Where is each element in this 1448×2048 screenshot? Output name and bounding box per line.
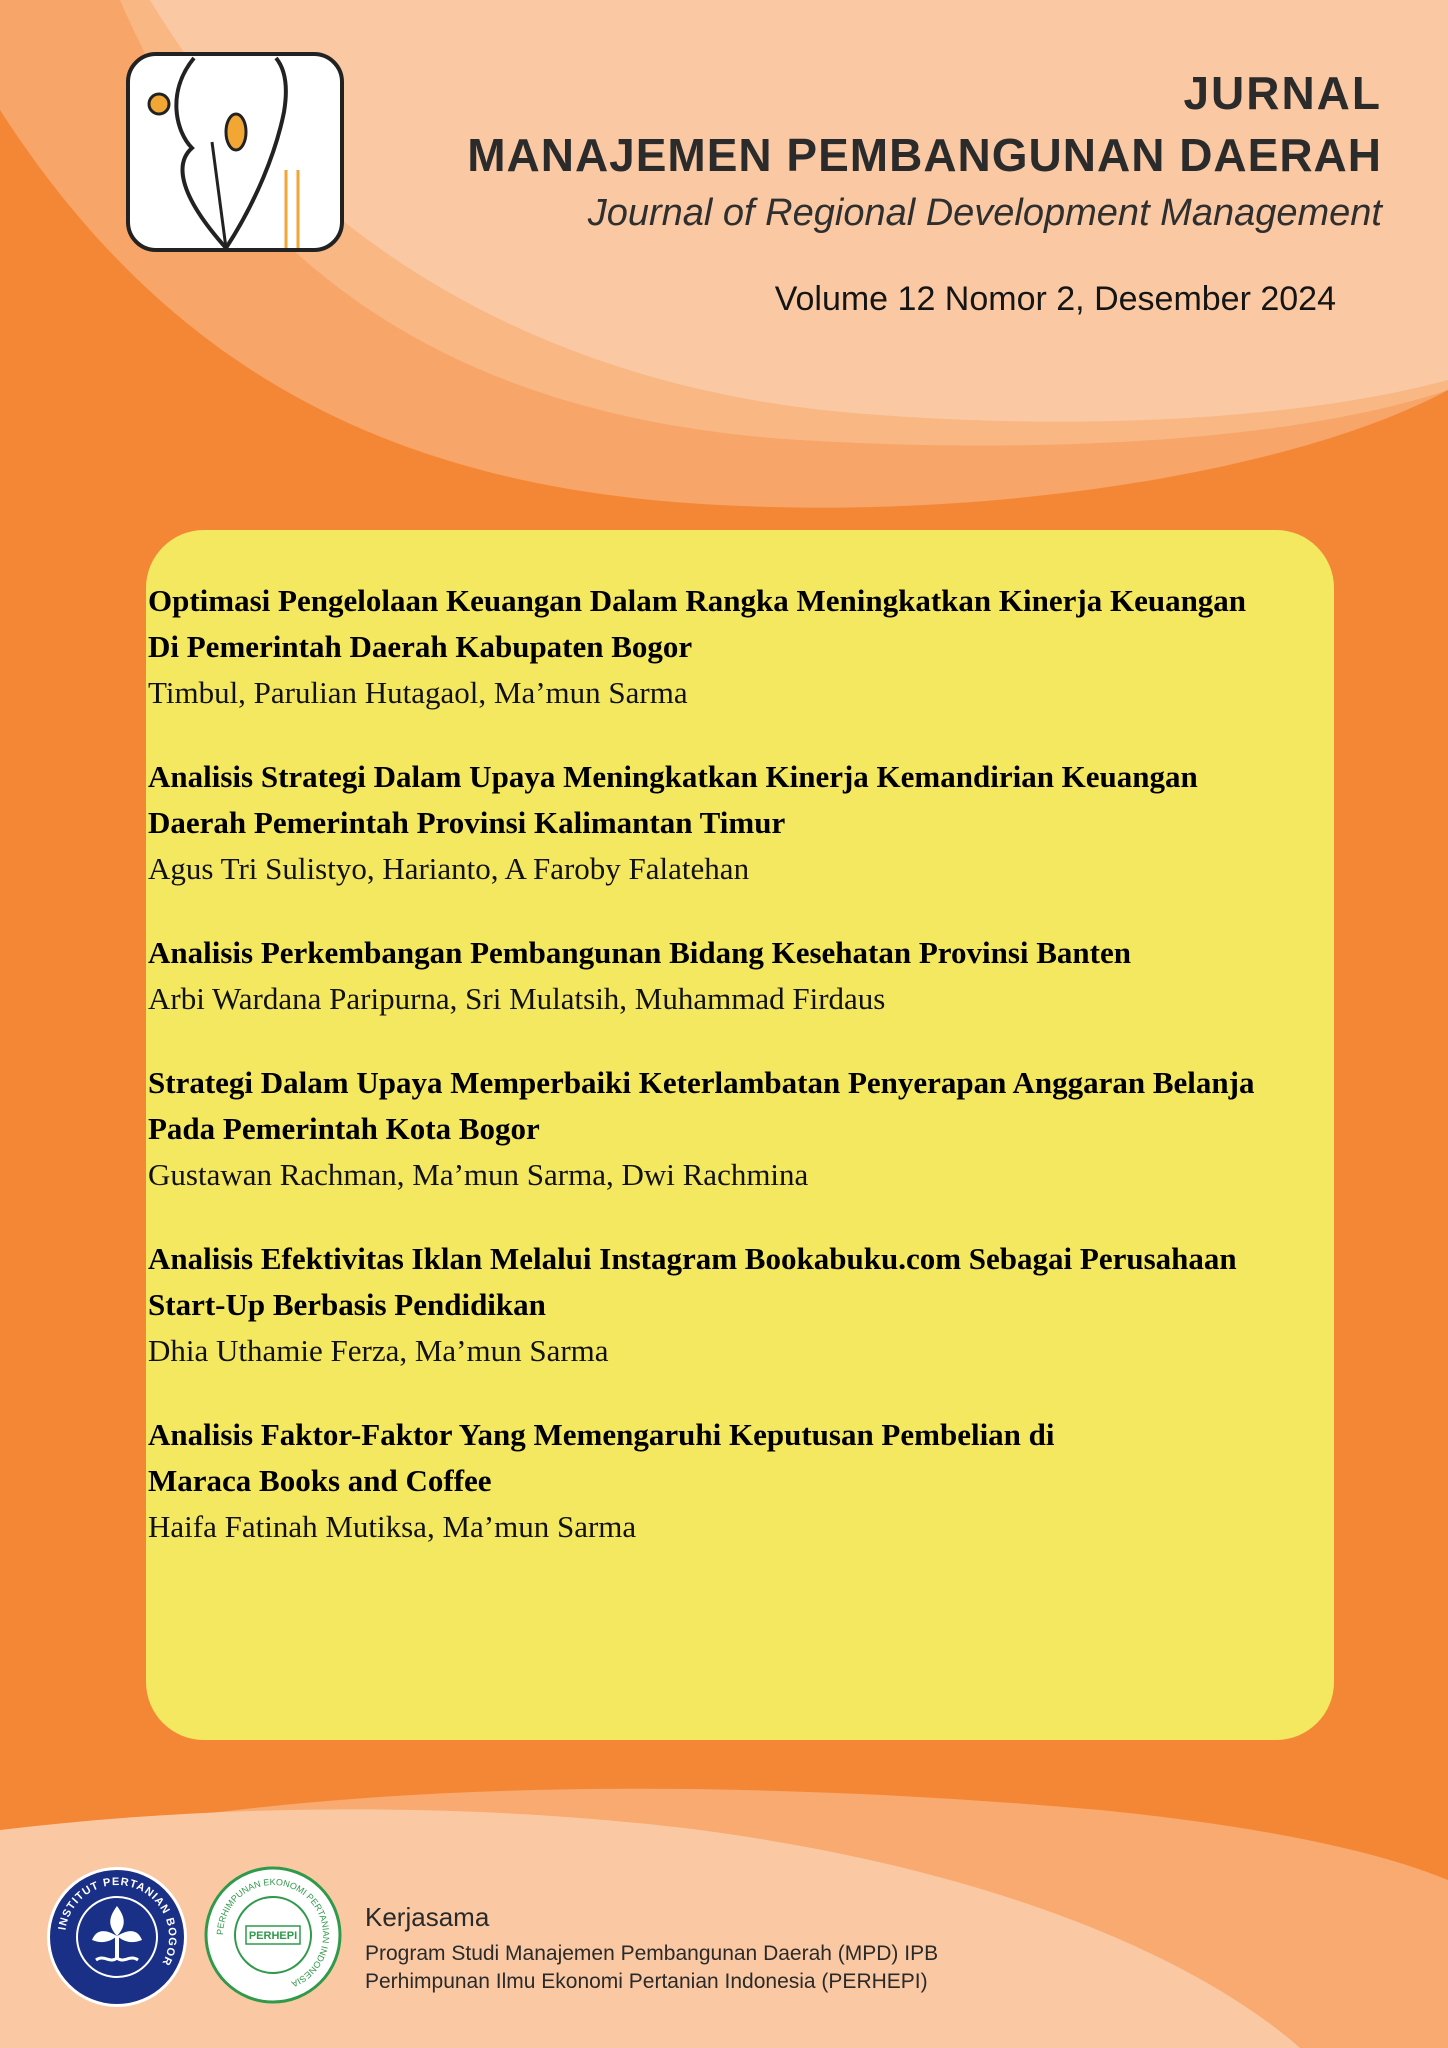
article-title — [148, 930, 1328, 976]
article-title-line: Pada Pemerintah Kota Bogor — [148, 1111, 540, 1146]
journal-word: JURNAL — [1183, 67, 1382, 119]
kerjasama-label: Kerjasama — [365, 1902, 490, 1932]
article-item — [148, 1412, 1328, 1550]
article-title-line: Strategi Dalam Upaya Memperbaiki Keterlambatan Penyerapan Anggaran Belanja — [148, 1065, 1255, 1100]
article-authors: Timbul, Parulian Hutagaol, Ma’mun Sarma — [148, 675, 688, 710]
article-title — [148, 1236, 1328, 1328]
article-title-line: Optimasi Pengelolaan Keuangan Dalam Rangka Meningkatkan Kinerja Keuangan — [148, 583, 1247, 618]
article-item — [148, 754, 1328, 892]
article-title-line: Analisis Perkembangan Pembangunan Bidang Kesehatan Provinsi Banten — [148, 935, 1131, 970]
article-title-line: Analisis Faktor-Faktor Yang Memengaruhi Keputusan Pembelian di — [148, 1417, 1055, 1452]
volume-info: Volume 12 Nomor 2, Desember 2024 — [774, 280, 1336, 318]
article-title-line: Di Pemerintah Daerah Kabupaten Bogor — [148, 629, 693, 664]
article-title-line: Analisis Strategi Dalam Upaya Meningkatkan Kinerja Kemandirian Keuangan — [148, 759, 1198, 794]
article-title-line: Analisis Efektivitas Iklan Melalui Instagram Bookabuku.com Sebagai Perusahaan — [148, 1241, 1237, 1276]
journal-logo-icon — [126, 52, 346, 252]
svg-text:PERHEPI: PERHEPI — [248, 1930, 298, 1942]
article-title-line: Daerah Pemerintah Provinsi Kalimantan Timur — [148, 805, 786, 840]
article-title — [148, 1060, 1328, 1152]
article-authors: Dhia Uthamie Ferza, Ma’mun Sarma — [148, 1333, 609, 1368]
article-item — [148, 1060, 1328, 1198]
article-authors: Agus Tri Sulistyo, Harianto, A Faroby Falatehan — [148, 851, 750, 886]
journal-name: MANAJEMEN PEMBANGUNAN DAERAH — [467, 129, 1382, 181]
article-item — [148, 930, 1328, 1022]
article-title-line: Maraca Books and Coffee — [148, 1463, 492, 1498]
partner-name: Perhimpunan Ilmu Ekonomi Pertanian Indonesia (PERHEPI) — [365, 1970, 928, 1993]
article-authors: Gustawan Rachman, Ma’mun Sarma, Dwi Rachmina — [148, 1157, 809, 1192]
perhepi-seal-icon — [204, 1866, 342, 2004]
article-title — [148, 754, 1328, 846]
article-authors: Haifa Fatinah Mutiksa, Ma’mun Sarma — [148, 1509, 637, 1544]
partner-name: Program Studi Manajemen Pembangunan Daerah (MPD) IPB — [365, 1942, 939, 1965]
ipb-seal-icon — [46, 1866, 188, 2008]
article-title-line: Start-Up Berbasis Pendidikan — [148, 1287, 546, 1322]
article-list — [148, 578, 1328, 1588]
article-authors: Arbi Wardana Paripurna, Sri Mulatsih, Muhammad Firdaus — [148, 981, 886, 1016]
svg-text:INSTITUT PERTANIAN BOGOR: INSTITUT PERTANIAN BOGOR — [56, 1875, 179, 1968]
journal-subtitle: Journal of Regional Development Management — [587, 192, 1382, 234]
article-title — [148, 1412, 1328, 1504]
article-item — [148, 578, 1328, 716]
article-title — [148, 578, 1328, 670]
svg-text:PERHIMPUNAN EKONOMI PERTANIAN: PERHIMPUNAN EKONOMI PERTANIAN INDONESIA — [214, 1876, 332, 1990]
article-item — [148, 1236, 1328, 1374]
